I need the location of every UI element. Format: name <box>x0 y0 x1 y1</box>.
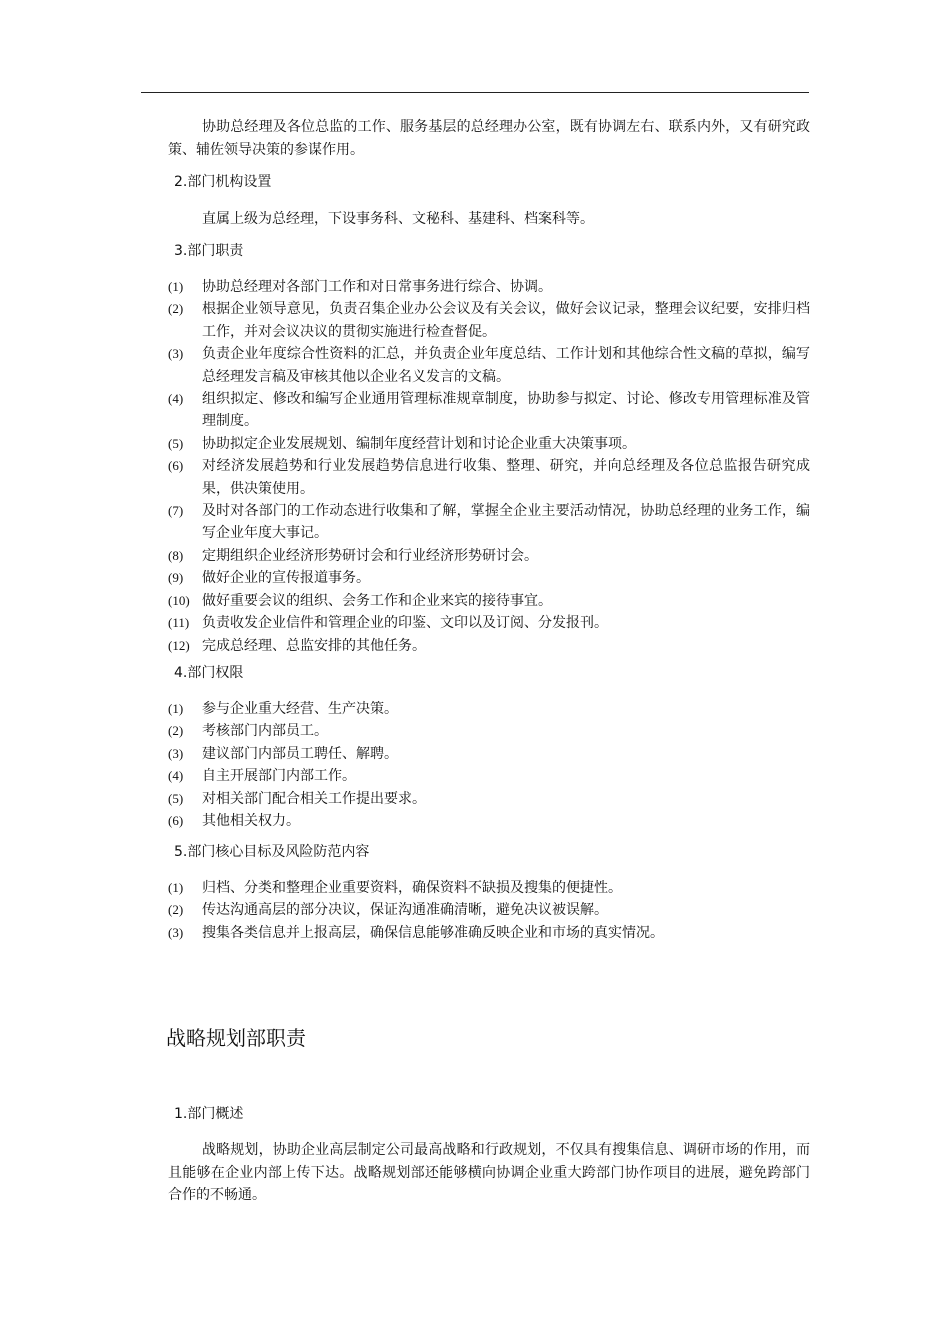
item-text: 对经济发展趋势和行业发展趋势信息进行收集、整理、研究，并向总经理及各位总监报告研究成果，供决策使用。 <box>202 458 810 497</box>
list-item <box>168 455 810 500</box>
item-number: (1) <box>168 279 184 294</box>
item-text: 自主开展部门内部工作。 <box>202 768 356 785</box>
list-item <box>168 877 810 899</box>
item-text: 做好企业的宣传报道事务。 <box>202 570 370 587</box>
item-number: (2) <box>168 902 184 918</box>
list-item <box>168 276 810 298</box>
list-item <box>168 635 810 657</box>
list-item <box>168 433 810 455</box>
strategy-title: 战略规划部职责 <box>166 1026 306 1050</box>
item-number: (6) <box>168 458 184 474</box>
item-text: 搜集各类信息并上报高层，确保信息能够准确反映企业和市场的真实情况。 <box>202 924 664 941</box>
intro-paragraph: 协助总经理及各位总监的工作、服务基层的总经理办公室，既有协调左右、联系内外，又有研究政策、辅佐领导决策的参谋作用。 <box>168 119 810 158</box>
item-number: (6) <box>168 813 184 829</box>
item-text: 组织拟定、修改和编写企业通用管理标准规章制度，协助参与拟定、讨论、修改专用管理标准及管理制度。 <box>202 391 810 430</box>
item-number: (11) <box>168 615 190 631</box>
item-number: (4) <box>168 391 184 407</box>
list-item <box>168 810 810 832</box>
item-text: 协助总经理对各部门工作和对日常事务进行综合、协调。 <box>202 279 552 295</box>
item-number: (8) <box>168 547 184 563</box>
strategy-paragraph: 战略规划，协助企业高层制定公司最高战略和行政规划，不仅具有搜集信息、调研市场的作用，而且能够在企业内部上传下达。战略规划部还能够横向协调企业重大跨部门协作项目的进展，避免跨部门合作的不畅通。 <box>168 1142 810 1203</box>
section5-heading: 5.部门核心目标及风险防范内容 <box>174 844 370 860</box>
item-text: 协助拟定企业发展规划、编制年度经营计划和讨论企业重大决策事项。 <box>202 435 636 452</box>
list-item <box>168 298 810 343</box>
item-text: 建议部门内部员工聘任、解聘。 <box>202 745 398 762</box>
item-text: 归档、分类和整理企业重要资料，确保资料不缺损及搜集的便捷性。 <box>202 880 622 896</box>
list-item <box>168 590 810 612</box>
list-item <box>168 698 810 720</box>
item-number: (3) <box>168 346 184 362</box>
list-item <box>168 545 810 567</box>
strategy-heading: 1.部门概述 <box>174 1106 244 1122</box>
list-item <box>168 343 810 388</box>
header-rule <box>141 92 809 93</box>
authority-list <box>168 698 810 832</box>
item-number: (7) <box>168 503 184 519</box>
item-text: 及时对各部门的工作动态进行收集和了解，掌握全企业主要活动情况，协助总经理的业务工作，编写企业年度大事记。 <box>202 503 810 542</box>
list-item <box>168 788 810 810</box>
item-text: 考核部门内部员工。 <box>202 723 328 740</box>
item-number: (5) <box>168 435 184 451</box>
list-item <box>168 922 810 944</box>
item-number: (1) <box>168 701 184 716</box>
section2-heading: 2.部门机构设置 <box>174 174 272 190</box>
item-number: (2) <box>168 301 184 317</box>
list-item <box>168 388 810 433</box>
item-text: 做好重要会议的组织、会务工作和企业来宾的接待事宜。 <box>202 592 552 609</box>
list-item <box>168 500 810 545</box>
core-goals-list <box>168 877 810 944</box>
item-text: 其他相关权力。 <box>202 813 300 830</box>
item-text: 参与企业重大经营、生产决策。 <box>202 701 398 717</box>
item-number: (2) <box>168 723 184 739</box>
section2-paragraph: 直属上级为总经理，下设事务科、文秘科、基建科、档案科等。 <box>202 211 594 227</box>
item-text: 负责企业年度综合性资料的汇总，并负责企业年度总结、工作计划和其他综合性文稿的草拟，编写总经理发言稿及审核其他以企业名义发言的文稿。 <box>202 346 810 385</box>
item-number: (10) <box>168 592 190 608</box>
item-text: 传达沟通高层的部分决议，保证沟通准确清晰，避免决议被误解。 <box>202 902 608 919</box>
section4-heading: 4.部门权限 <box>174 665 244 681</box>
section3-heading: 3.部门职责 <box>174 243 244 259</box>
list-item <box>168 899 810 921</box>
list-item <box>168 765 810 787</box>
list-item <box>168 720 810 742</box>
item-number: (3) <box>168 745 184 761</box>
list-item <box>168 743 810 765</box>
responsibilities-list <box>168 276 810 657</box>
item-number: (1) <box>168 880 184 895</box>
item-number: (3) <box>168 924 184 940</box>
item-text: 根据企业领导意见，负责召集企业办公会议及有关会议，做好会议记录，整理会议纪要，安排归档工作，并对会议决议的贯彻实施进行检查督促。 <box>202 301 810 340</box>
item-text: 对相关部门配合相关工作提出要求。 <box>202 790 426 807</box>
item-number: (9) <box>168 570 184 586</box>
item-number: (12) <box>168 637 190 653</box>
list-item <box>168 567 810 589</box>
item-text: 定期组织企业经济形势研讨会和行业经济形势研讨会。 <box>202 547 538 564</box>
item-number: (5) <box>168 790 184 806</box>
list-item <box>168 612 810 634</box>
item-text: 完成总经理、总监安排的其他任务。 <box>202 637 426 654</box>
item-number: (4) <box>168 768 184 784</box>
item-text: 负责收发企业信件和管理企业的印鉴、文印以及订阅、分发报刊。 <box>202 615 608 632</box>
